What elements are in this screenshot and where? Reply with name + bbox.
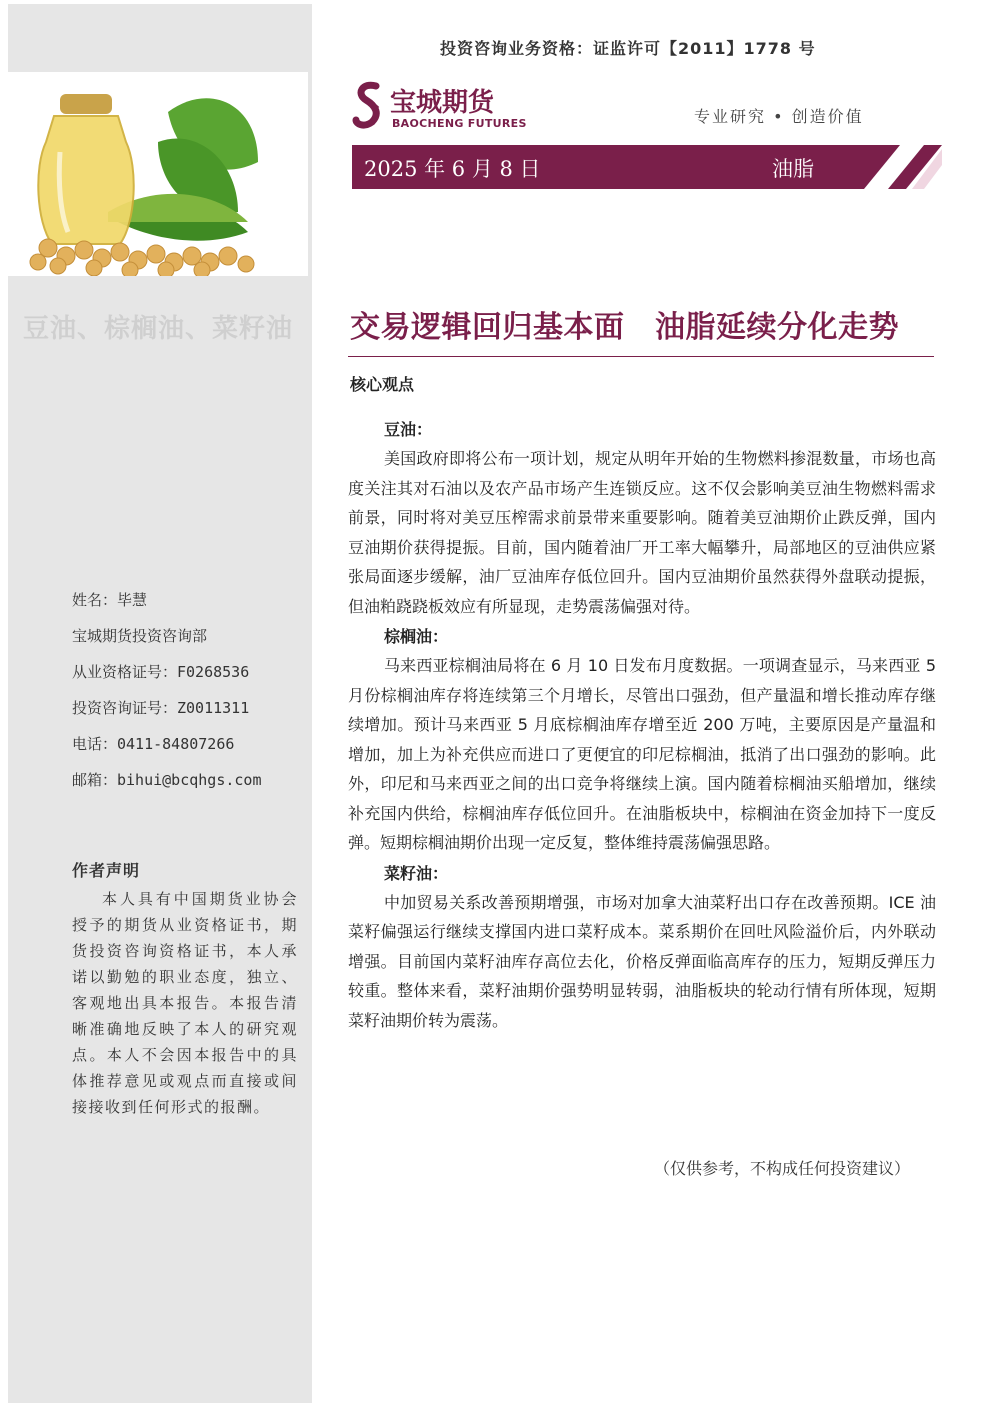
company-name-cn: 宝城期货: [390, 88, 495, 118]
baocheng-logo-icon: [352, 80, 388, 130]
license-text: 投资咨询业务资格：证监许可【2011】1778 号: [440, 39, 816, 58]
oil-jar-soybeans-illustration: [8, 72, 308, 276]
report-content: [348, 416, 936, 1037]
core-view-heading: 核心观点: [350, 375, 415, 394]
company-name-en: BAOCHENG FUTURES: [392, 117, 527, 130]
author-department: 宝城期货投资咨询部: [72, 627, 208, 645]
sidebar-topics: 豆油、棕榈油、菜籽油: [22, 314, 293, 344]
email-address: 邮箱：bihui@bcqhgs.com: [72, 771, 262, 789]
section-heading-rapeseed-oil: 菜籽油：: [384, 863, 449, 883]
jar-lid: [60, 94, 112, 114]
date-banner: [352, 145, 942, 189]
section-body-soybean-oil: 美国政府即将公布一项计划，规定从明年开始的生物燃料掺混数量，市场也高度关注其对石油以及农产品市场产生连锁反应。这不仅会影响美豆油生物燃料需求前景，同时将对美豆压榨需求前景带来重要影响。随着美豆油期价止跌反弹，国内豆油期价获得提振。目前，国内随着油厂开工率大幅攀升，局部地区的豆油供应紧张局面逐步缓解，油厂豆油库存低位回升。国内豆油期价虽然获得外盘联动提振，但油粕跷跷板效应有所显现，走势震荡偏强对待。: [348, 449, 936, 616]
section-body-palm-oil: 马来西亚棕榈油局将在 6 月 10 日发布月度数据。一项调查显示，马来西亚 5 月份棕榈油库存将连续第三个月增长，尽管出口强劲，但产量温和增长推动库存继续增加。预计马来西亚 5 月底棕榈油库存增至近 200 万吨，主要原因是产量温和增加，加上为补充供应而进口了更便宜的印尼棕榈油，抵消了出口强劲的影响。此外，印尼和马来西亚之间的出口竞争将继续上演。国内随着棕榈油买船增加，继续补充国内供给，棕榈油库存低位回升。在油脂板块中，棕榈油在资金加持下一度反弹。短期棕榈油期价出现一定反复，整体维持震荡偏强思路。: [348, 656, 936, 852]
author-contact: [72, 586, 312, 802]
title-divider: [348, 356, 934, 357]
illustration-svg: [8, 72, 308, 276]
section-body-rapeseed-oil: 中加贸易关系改善预期增强，市场对加拿大油菜籽出口存在改善预期。ICE 油菜籽偏强运行继续支撑国内进口菜籽成本。菜系期价在回吐风险溢价后，内外联动增强。目前国内菜籽油库存高位去化，价格反弹面临高库存的压力，短期反弹压力较重。整体来看，菜籽油期价强势明显转弱，油脂板块的轮动行情有所体现，短期菜籽油期价转为震荡。: [348, 892, 936, 1030]
slogan: 专业研究 • 创造价值: [694, 107, 864, 126]
report-title: 交易逻辑回归基本面 油脂延续分化走势: [350, 310, 899, 345]
statement-title: 作者声明: [72, 861, 141, 880]
section-heading-soybean-oil: 豆油：: [384, 420, 433, 439]
report-date: 2025 年 6 月 8 日: [364, 157, 541, 181]
sidebar: [8, 4, 312, 1403]
author-name: 姓名：毕慧: [72, 591, 148, 609]
jar-body: [38, 116, 133, 244]
qualification-number: 从业资格证号：F0268536: [72, 663, 250, 681]
report-sector: 油脂: [772, 157, 814, 181]
statement-body: 本人具有中国期货业协会授予的期货从业资格证书，期货投资咨询资格证书，本人承诺以勤勉的职业态度，独立、客观地出具本报告。本报告清晰准确地反映了本人的研究观点。本人不会因本报告中的具体推荐意见或观点而直接或间接接收到任何形式的报酬。: [72, 890, 298, 1116]
company-logo: [352, 80, 527, 134]
consulting-number: 投资咨询证号：Z0011311: [72, 699, 250, 717]
phone-number: 电话：0411-84807266: [72, 735, 235, 753]
section-heading-palm-oil: 棕榈油：: [384, 627, 449, 646]
disclaimer: （仅供参考，不构成任何投资建议）: [654, 1159, 911, 1178]
